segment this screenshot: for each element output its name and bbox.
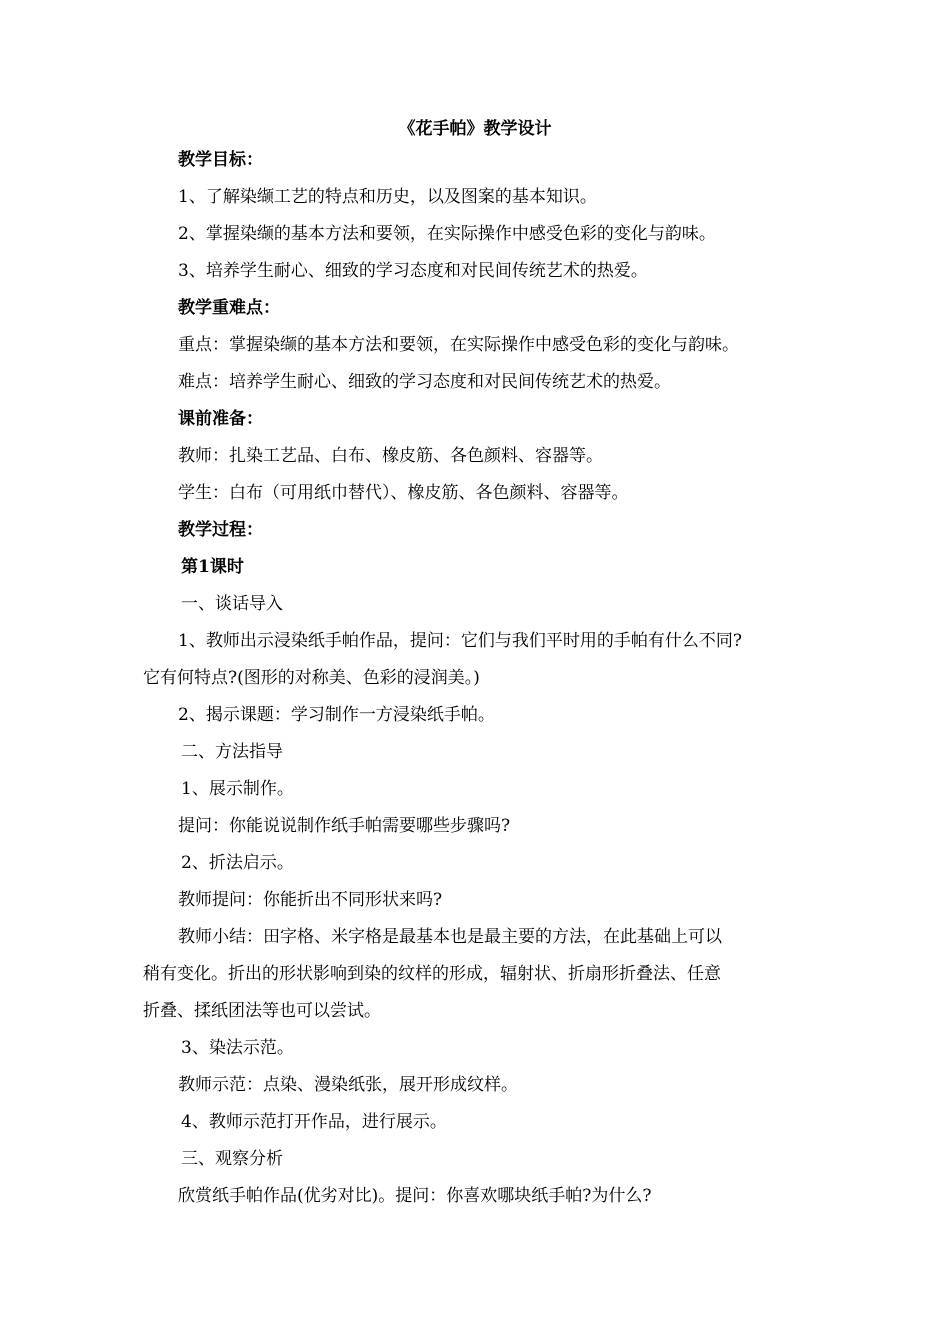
heading-teaching-process: 教学过程： bbox=[178, 520, 263, 540]
heading-key-points: 教学重难点： bbox=[178, 298, 280, 318]
paragraph-line: 折叠、揉纸团法等也可以尝试。 bbox=[143, 1001, 381, 1021]
key-point-focus: 重点：掌握染缬的基本方法和要领，在实际操作中感受色彩的变化与韵味。 bbox=[178, 335, 739, 355]
lesson-period-label: 第1课时 bbox=[181, 557, 244, 577]
section-observation: 三、观察分析 bbox=[181, 1149, 283, 1169]
paragraph-line: 稍有变化。折出的形状影响到染的纹样的形成，辐射状、折扇形折叠法、任意 bbox=[143, 964, 721, 984]
document-title: 《花手帕》教学设计 bbox=[398, 119, 552, 139]
paragraph-line: 教师小结：田字格、米字格是最基本也是最主要的方法，在此基础上可以 bbox=[178, 927, 722, 947]
goal-item-2: 2、掌握染缬的基本方法和要领，在实际操作中感受色彩的变化与韵味。 bbox=[178, 224, 716, 244]
paragraph-line: 欣赏纸手帕作品(优劣对比)。提问：你喜欢哪块纸手帕?为什么? bbox=[178, 1186, 652, 1206]
paragraph-line: 教师示范：点染、漫染纸张，展开形成纹样。 bbox=[178, 1075, 518, 1095]
paragraph-line: 它有何特点?(图形的对称美、色彩的浸润美。) bbox=[143, 668, 480, 688]
paragraph-line: 教师提问：你能折出不同形状来吗? bbox=[178, 890, 443, 910]
goal-item-3: 3、培养学生耐心、细致的学习态度和对民间传统艺术的热爱。 bbox=[178, 261, 648, 281]
preparation-student: 学生：白布（可用纸巾替代）、橡皮筋、各色颜料、容器等。 bbox=[178, 483, 629, 503]
paragraph-line: 1、展示制作。 bbox=[181, 779, 294, 799]
goal-item-1: 1、了解染缬工艺的特点和历史，以及图案的基本知识。 bbox=[178, 187, 597, 207]
paragraph-line: 4、教师示范打开作品，进行展示。 bbox=[181, 1112, 447, 1132]
paragraph-line: 2、揭示课题：学习制作一方浸染纸手帕。 bbox=[178, 705, 495, 725]
paragraph-line: 1、教师出示浸染纸手帕作品，提问：它们与我们平时用的手帕有什么不同? bbox=[178, 631, 742, 651]
preparation-teacher: 教师：扎染工艺品、白布、橡皮筋、各色颜料、容器等。 bbox=[178, 446, 603, 466]
heading-preparation: 课前准备： bbox=[178, 409, 263, 429]
paragraph-line: 提问：你能说说制作纸手帕需要哪些步骤吗? bbox=[178, 816, 511, 836]
heading-teaching-goals: 教学目标： bbox=[178, 150, 263, 170]
paragraph-line: 2、折法启示。 bbox=[181, 853, 294, 873]
key-point-difficulty: 难点：培养学生耐心、细致的学习态度和对民间传统艺术的热爱。 bbox=[178, 372, 671, 392]
section-introduction: 一、谈话导入 bbox=[181, 594, 283, 614]
paragraph-line: 3、染法示范。 bbox=[181, 1038, 294, 1058]
section-method-guidance: 二、方法指导 bbox=[181, 742, 283, 762]
